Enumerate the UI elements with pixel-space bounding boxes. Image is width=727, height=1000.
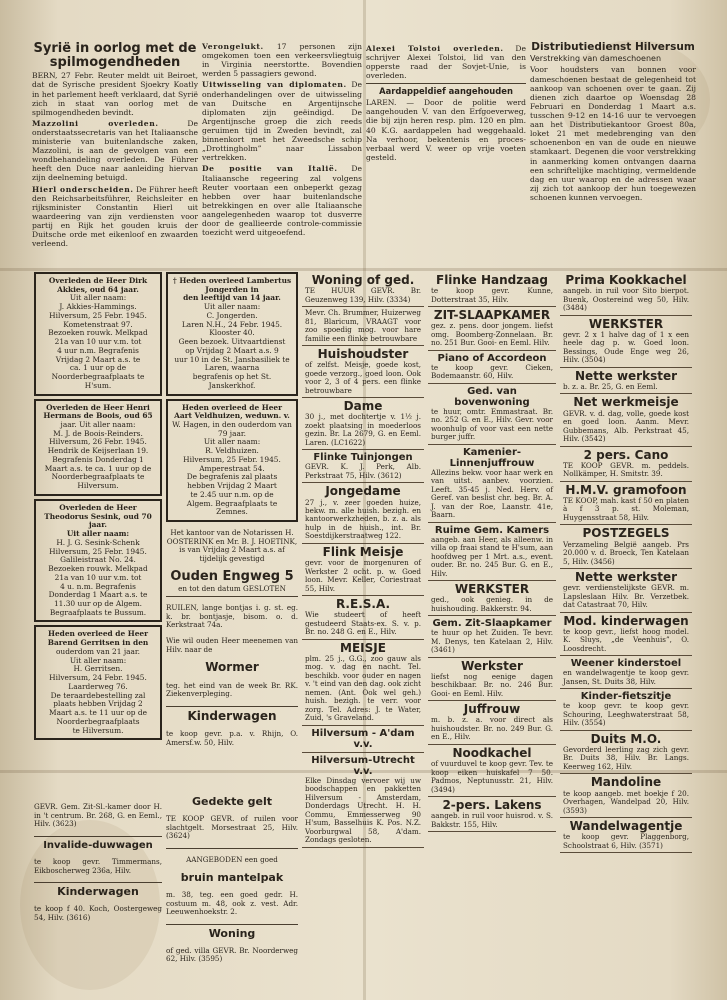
obituary-line: te Hilversum. <box>72 725 124 735</box>
ad-body: Allezins bekw. voor haar werk en van uitst. aanbev. voorzien. Leeft. 35-45 j. Ned. Herv. of Geref. van beslist chr. beg. Br. A. J. van der Roe, Laanstr. 41e, Baarn. <box>431 467 553 520</box>
classified-ad <box>560 525 692 569</box>
ad-gedekte-body: TE KOOP GEVR. of ruilen voor slachtgelt. Morsestraat 25, Hilv. <box>166 814 298 832</box>
lead-hierl: Hierl onderscheiden. <box>32 184 134 194</box>
ad-body: of zelfst. Meisje, goede kost, goede verzorg., goed loon. Ook voor 2, 3 of 4 pers. een flinke betrouwbare <box>305 360 421 395</box>
ad-title: Woning of ged. <box>311 273 415 287</box>
obituary-line: begrafenis op het St. Janskerkhof. <box>192 372 272 390</box>
news-column-4 <box>530 42 696 268</box>
article-distributiedienst: Voor houdsters van bonnen voor dameschoenen bestaat de gelegenheid tot aankoop van schoenen over te gaan. Zij dienen zich daartoe op Woensdag 28 Februari en Donderdag 1 Maart a.s. tusschen 9-12 en 14-16 uur te vervoegen aan het Distributiekantoor Groest 80a, loket 21 met medebrenging van den schoenenbon en van de oude en nieuwe stamkaart. Degenen die voor verstrekking in aanmerking komen ontvangen daarna een schriftelijke machtiging, vermeldende dag en uur waarop en de adressen waar zij zich tot aankoop der hun toegewezen schoenen kunnen vervoegen. <box>530 65 696 202</box>
obituary-line: Heden overleed de Heer <box>182 402 282 412</box>
lead-verongelukt: Verongelukt. <box>202 42 264 51</box>
ad-body: Elke Dinsdag vervoer wij uw boodschappen en pakketten Hilversum - Amsterdam, Donderdags Utrecht. H. H. Commu, Emmesserweg 90 H'sum, Basselhuis K. Pos. N.Z. Voorburgwal 58, A'dam. Zondags gesloten. <box>305 775 421 845</box>
ad-body: gez. z. pens. door jongem. liefst omg. Boomberg-Zonnelaan. Br. no. 251 Bur. Gooi- en Eeml. Hilv. <box>431 321 553 348</box>
ad-body: b. z. a. Br. 25, G. en Eeml. <box>563 381 658 391</box>
ad-body: ged., ook genieg. in de huishouding. Bakkerstr. 94. <box>431 595 553 613</box>
ad-title: Kinder-fietszitje <box>580 691 672 703</box>
obituary-line: W. Hagen, in den ouderdom van 79 jaar. <box>172 420 292 438</box>
ad-title: H.M.V. gramofoon <box>565 482 687 497</box>
obituary-line: Zemnes. <box>216 507 248 517</box>
obituary-line: hebben Vrijdag 2 Maart <box>187 481 277 491</box>
classified-ad <box>428 616 556 657</box>
ad-title: MEISJE <box>340 640 386 655</box>
obituary-line: Bezoeken rouwk. Melkpad <box>48 564 148 574</box>
obituary-jongerden <box>166 272 298 396</box>
ad-kinderwagen2-title: Kinderwagen <box>187 708 277 723</box>
ad-body: TE HUUR GEVR. Br. Geuzenweg 139, Hilv. (3334) <box>305 286 421 304</box>
classified-ad <box>302 398 424 450</box>
ad-body: 30 j., met dochtertje v. 1½ j. zoekt plaatsing in moederloos gezin. Br. La 2679, G. en Eeml. Laren. (LC1622) <box>305 412 421 447</box>
ad-body: 27 j., v. zeer goeden huize, bekw. m. alle huish. bezigh. en kantoorwerkzheden, b. z. a. als hulp in de huish., int. Br. Soestdijkerstraatweg 122. <box>305 497 421 541</box>
classified-ad <box>428 445 556 523</box>
ad-body: aangeb. aan Heer, als alleenw. in villa op fraai stand te H'sum, aan hoofdweg per 1 Mrt. a.s., event. ouder. Br. no. 245 Bur. G. en E., Hilv. <box>431 534 553 578</box>
obituary-line: uur 10 in de St. Jansbasiliek te Laren, waarna <box>174 354 290 373</box>
obituary-line: Laren N.H., 24 Febr. 1945. <box>181 319 283 329</box>
ad-body: Wie studeert of heeft gestudeerd Staats-ex. S. v. p. Br. no. 248 G. en E., Hilv. <box>305 610 421 637</box>
classified-ad <box>428 658 556 702</box>
ad-body: m. b. z. a. voor direct als huishoudster. Br. no. 249 Bur. G. en E., Hilv. <box>431 715 553 742</box>
ad-body: te huur op het Zuiden. Te bevr. M. Denys, ten Katelaan 2, Hilv. (3461) <box>431 628 553 655</box>
ad-title: Noodkachel <box>452 745 532 760</box>
divider <box>34 836 162 837</box>
ad-woning-body: of ged. villa GEVR. Br. Noorderweg 62, Hilv. <box>166 945 298 964</box>
classified-ad <box>302 272 424 307</box>
obituary-line: M. J. de Boois-Reinders. <box>53 428 143 438</box>
article-hierl: De Führer heeft den Reichsarbeitsführer, Reichsleiter en rijksminister Constantin Hierl uit waardeering van zijn verdiensten voor partij en Rijk het gouden kruis der Duitsche orde met eikenloof en zwaarden verleend. <box>32 184 198 249</box>
ad-body: GEVR. K. J. Perk, Alb. Perkstraat 75, Hilv. (3612) <box>305 462 421 480</box>
ad-body: te huur, omtr. Emmastraat. Br. no. 252 G. en E., Hilv. Gevr. voor woonhulp of voor vast een nette burger juffr. <box>431 406 553 442</box>
ad-title: POSTZEGELS <box>582 526 670 541</box>
obituary-line: C. Jongerden. <box>206 310 258 320</box>
classified-ad <box>428 701 556 745</box>
obituary-line: J. Akkies-Hammings. <box>59 302 137 312</box>
obituary-line: Galileistraat No. 24. <box>60 555 136 565</box>
article-italie: De Italiaansche regeering zal volgens Reuter voortaan een onbeperkt gezag hebben over haar buitenlandsche betrekkingen en over alle Italiaansche aangelegenheden waarop tot dusverre door de geallieerde controle-commissie toezicht werd uitgeoefend. <box>202 164 362 238</box>
ad-body: gevr. 2 x 1 halve dag of 1 x een heele dag p. w. Goed loon. Bessings, Oude Enge weg 26, Hilv. (3504) <box>563 329 689 365</box>
ad-mantelpak-title: bruin mantelpak <box>180 870 284 884</box>
classified-ad <box>428 272 556 307</box>
ad-title: Weener kinderstoel <box>570 658 682 670</box>
ad-gedekte-ref: (3624) <box>166 831 190 841</box>
obituary-line: Noorderbegraafplaats te Hilversum. <box>51 472 145 491</box>
ad-body: te koop aangeb. met boekje f 20. Overhagen, Wandelpad 20, Hilv. (3593) <box>563 788 689 815</box>
divider <box>166 848 298 849</box>
classified-ad <box>302 753 424 848</box>
ad-kinderwagen-ref: (3616) <box>66 912 91 922</box>
ad-body: te koop gevr., liefst hoog model. K. Sluys, „de Veenhuis”, O. Loosdrecht. <box>563 626 689 653</box>
ad-mantelpak-pre: AANGEBODEN een goed <box>186 855 278 865</box>
ad-title: Mandoline <box>590 775 662 790</box>
obituary-line: † Heden overleed Lambertus Jongerden in <box>172 276 292 294</box>
ad-title: Hilversum-Utrecht v.v. <box>311 754 415 777</box>
subheadline-dameschoenen: Verstrekking van dameschoenen <box>530 54 662 64</box>
obituary-line: Overleden de Heer Dirk <box>48 276 148 285</box>
ad-woning-ref: (3595) <box>198 954 223 964</box>
obituary-line: te 2.45 uur n.m. op de <box>190 489 274 499</box>
ad-title: Dame <box>343 399 383 414</box>
classified-ad <box>560 613 692 657</box>
ad-title: 2 pers. Cano <box>583 447 669 462</box>
ad-title: Hilversum - A'dam v.v. <box>311 727 415 750</box>
obituaries-column-b <box>166 272 298 792</box>
ad-body: TE KOOP GEVR. m. peddels. Nollkämper, H. Smitstr. 39. <box>563 460 689 479</box>
obituary-line: Uit aller naam: <box>69 655 127 665</box>
headline-syrie: Syrië in oorlog met de spilmogendheden <box>33 41 197 70</box>
obituary-line: Begrafenis Donderdag 1 <box>52 454 144 464</box>
ad-title: WERKSTER <box>588 316 664 331</box>
obituary-line: De begrafenis zal plaats <box>186 472 278 482</box>
ad-woning-title: Woning <box>208 926 256 940</box>
ad-title: Flinke Handzaag <box>436 273 548 287</box>
classified-ad <box>302 726 424 753</box>
classified-ad <box>560 447 692 482</box>
ad-zitkamer: GEVR. Gem. Zit-Sl.-kamer door H. in 't centrum. Br. 268, G. en Eeml., Hilv. (3623) <box>34 802 162 829</box>
obituary-line: Kometenstraat 97. <box>63 319 133 329</box>
classified-ad <box>560 569 692 613</box>
ad-body: gevr. verdienstelijkste GEVR. m. Lapsleslaan Hilv. Br. Verzetbek. dat Catastraat 70, Hilv. <box>563 583 689 610</box>
ads-lower-left <box>34 796 162 922</box>
classified-ad <box>560 689 692 730</box>
divider <box>166 924 298 925</box>
obituary-akkies <box>34 272 162 396</box>
divider <box>366 83 526 84</box>
ad-title: R.E.S.A. <box>335 597 391 612</box>
classified-ad <box>302 596 424 640</box>
obituary-line: op Vrijdag 2 Maart a.s. 9 <box>185 345 279 355</box>
classified-ad <box>560 394 692 446</box>
obituary-line: Uit aller naam: <box>203 437 261 447</box>
divider <box>166 706 298 707</box>
obituary-line: Uit aller naam: <box>203 302 261 312</box>
obituary-de-boois <box>34 399 162 496</box>
ad-body: te koop gevr. te koop gevr. Schouring, Leeghwaterstraat 58, Hilv. (3554) <box>563 701 689 728</box>
obituary-line: H. J. G. Sesink-Schenk <box>56 537 140 547</box>
obituary-line: 4 u. n.m. Begrafenis Donderdag 1 Maart a.s. te <box>48 581 148 600</box>
lead-tolstoi: Alexei Tolstoi overleden. <box>366 44 504 53</box>
news-column-2 <box>202 42 362 268</box>
ad-kinderwagen-body: te koop f 40. Koch, Oostergeweg 54, Hilv. <box>34 904 162 922</box>
classified-ad <box>560 818 692 853</box>
classified-ad <box>560 316 692 368</box>
classifieds-column-2 <box>428 272 556 906</box>
ad-title: Jongedame <box>325 484 401 499</box>
lead-diplomaten: Uitwisseling van diplomaten. <box>202 80 347 90</box>
classified-ad <box>302 640 424 726</box>
ad-body: te koop gevr. Plaggenborg, Schoolstraat 6, Hilv. (3571) <box>563 832 689 850</box>
obituary-line: Uit aller naam: <box>66 529 130 539</box>
classified-ad <box>428 307 556 351</box>
article-diplomaten: De onderhandelingen over de uitwisseling van Duitsche en Argentijnsche diplomaten zijn geëindigd. De Argentijnsche groep die zich reeds geruimen tijd in Zweden bevindt, zal binnenkort met het Zweedsche schip „Drottingholm” naar Lissabon vertrekken. <box>202 80 362 163</box>
classified-ad <box>302 483 424 544</box>
ad-ruilen: RUILEN, lange bontjas i. g. st. eg. k. br. bontjasje, bisom. o. d. Kerkstraat 74a. <box>166 603 298 630</box>
divider <box>166 596 298 597</box>
ad-wie-wil: Wie wil ouden Heer meenemen van Hilv. naar de <box>166 636 298 654</box>
ad-body: Verzameling België aangeb. Prs 20.000 v. d. Broeck, Ten Katelaan 5, Hilv. (3456) <box>563 539 689 566</box>
ad-body: GEVR. v. d. dag, volle, goede kost en goed loon. Aanm. Mevr. Gubbemans, Alb. Perkstraat 45, Hilv. (3542) <box>563 408 689 444</box>
ad-title: Ruime Gem. Kamers <box>434 524 550 536</box>
classified-ad <box>428 523 556 581</box>
ad-title: Nette werkster <box>574 368 678 383</box>
obituary-line: Maart a.s. te ca. 1 uur op de <box>44 463 152 473</box>
ad-body: te koop gevr. Kunne, Dotterstraat 35, Hilv. <box>431 286 553 304</box>
article-verongelukt: 17 personen zijn omgekomen toen een verkeersvliegtuig in Virginia neerstortte. Bovendien werden 5 passagiers gewond. <box>202 42 362 79</box>
lead-mazzolini: Mazzolini overleden. <box>32 118 159 128</box>
obituary-sesink <box>34 499 162 623</box>
obituary-line: plaats hebben Vrijdag 2 <box>53 699 143 709</box>
ad-title: Net werkmeisje <box>573 395 679 410</box>
ad-body: Mevr. Ch. Brummer, Huizerweg 81, Blaricum, VRAAGT voor zoo spoedig mog. voor hare familie een flinke betrouwbare <box>305 308 421 343</box>
obituary-line: Hilversum, 26 Febr. 1945. <box>49 437 147 447</box>
article-tolstoi: De schrijver Alexei Tolstoi, lid van den opperste raad der Sovjet-Unie, is overleden. <box>366 44 526 81</box>
ad-body: gevr. voor de morgenuren of Werkster 2 ocht. p. w. Goed loon. Mevr. Keller, Coriestraat 55, Hilv. <box>305 558 421 593</box>
classified-ad <box>428 581 556 616</box>
obituary-line: Algem. Begraafplaats te <box>186 498 278 508</box>
classified-ad <box>560 272 692 316</box>
obituary-line: Amperestraat 54. <box>199 463 265 473</box>
ad-title: Huishoudster <box>317 347 409 362</box>
ad-title: Juffrouw <box>463 702 521 717</box>
classified-ad <box>302 544 424 596</box>
classified-ad <box>302 450 424 483</box>
obituary-line: Overleden de Heer Henri <box>46 402 150 412</box>
ad-gedekte-title: Gedekte gelt <box>191 795 273 808</box>
article-aardappeldief: LAREN. — Door de politie werd aangehouden V. van den Erfgoeverweg, die bij zijn heren resp. plm. 120 en plm. 40 K.G. aardappelen had weggehaald. Na verhoor, bekentenis en proces-verbaal werd V. weer op vrije voeten gesteld. <box>366 98 526 162</box>
headline-distributiedienst: Distributiedienst Hilversum <box>531 41 695 53</box>
article-mazzolini: De onderstaatssecretaris van het Italiaansche ministerie van buitenlandsche zaken, Mazzolini, is aan de gevolgen van een wondbehandeling overleden. De Führer heeft den Duce naar aanleiding hiervan zijn deelneming betuigd. <box>32 118 198 183</box>
classified-ad <box>428 384 556 445</box>
ad-body: liefst nog eenige dagen beschikbaar. Br. no. 246 Bur. Gooi- en Eeml. Hilv. <box>431 671 553 698</box>
obituary-line: Hilversum, 25 Febr. 1945. <box>49 310 147 320</box>
obituary-line: Vrijdag 2 Maart a.s. te <box>55 354 141 364</box>
ad-title: Duits M.O. <box>590 731 662 746</box>
obituary-line: 21a van 10 uur v.m. tot <box>54 337 142 347</box>
notice-notarissen: Het kantoor van de Notarissen H. OOSTERINK en Mr. B. J. HOETINK, is van Vrijdag 2 Maart a.s. af tijdelijk gevestigd <box>166 528 298 563</box>
ad-body: te koop gevr. Cieken, Bodemaanstr. 60, Hilv. <box>431 362 553 381</box>
ad-title: Flink Meisje <box>322 544 404 559</box>
ad-title: WERKSTER <box>454 582 530 597</box>
obituary-line: jaar. Uit aller naam: <box>60 420 136 430</box>
classified-ad <box>560 482 692 526</box>
obituary-line: Uit aller naam: <box>69 293 127 303</box>
ad-body: TE KOOP, mah. kast f 50 en platen à f 3 p. st. Moleman, Huygensstraat 58, Hilv. <box>563 495 689 522</box>
obituary-line: 4 uur n.m. Begrafenis <box>57 345 139 355</box>
obituary-line: Hendrik de Keijserlaan 19. <box>47 446 149 456</box>
ad-body: en wandelwagentje te koop gevr. Jansen, St. Duits 38, Hilv. <box>563 668 689 686</box>
obituary-line: Noorderbegraafplaats <box>56 716 140 726</box>
classified-ad <box>560 731 692 775</box>
classified-ad <box>428 745 556 797</box>
ad-title: ZIT-SLAAPKAMER <box>433 308 551 323</box>
ad-title: Gem. Zit-Slaapkamer <box>432 618 552 630</box>
obituary-line: Heden overleed de Heer <box>48 629 148 639</box>
ad-wormer-title: Wormer <box>205 660 259 675</box>
classified-ad <box>428 797 556 832</box>
notice-engweg-title: Ouden Engweg 5 <box>170 569 294 585</box>
obituary-line: 11.30 uur op de Algem. <box>53 598 143 608</box>
obituary-line: Hermans de Boois, oud 65 <box>43 411 153 421</box>
obituary-line: den leeftijd van 14 jaar. <box>183 293 281 303</box>
obituary-line: Maart a.s. te 11 uur op de <box>49 708 147 718</box>
article-syrie: BERN, 27 Febr. Reuter meldt uit Beiroet, dat de Syrische president Sjoekry Koatly in het parlement heeft verklaard, dat Syrië zich in staat van oorlog met de spilmogendheden bevindt. <box>32 71 198 117</box>
classified-ad <box>560 368 692 395</box>
ad-title: Ged. van bovenwoning <box>454 385 530 408</box>
obituary-gerritsen <box>34 625 162 740</box>
ad-body: aangeb. in ruil voor huisrod. v. S. Bakkstr. 155, Hilv. <box>431 811 553 829</box>
ad-title: Wandelwagentje <box>569 818 683 833</box>
ad-duwwagen-body: te koop gevr. Timmermans, Eikboscherweg 236a, Hilv. <box>34 857 162 875</box>
obituary-line: Klooster 40. <box>209 328 255 338</box>
ad-title: Prima Kookkachel <box>565 273 687 287</box>
notice-engweg-sub: en tot den datum GESLOTEN <box>178 583 286 593</box>
ad-kinderwagen2-body: te koop gevr. p.a. v. Rhijn, O. Amersf.w. 50, Hilv. <box>166 729 298 747</box>
classified-ad <box>560 774 692 818</box>
ad-mantelpak-body: m. 38, teg. een goed gedr. H. costuum m. 48, ook z. vest. Adr. Leeuwenhoekstr. 2. <box>166 890 298 917</box>
obituary-line: H. Gerritsen. <box>73 664 123 674</box>
classified-ad <box>302 346 424 398</box>
ad-title: Mod. kinderwagen <box>563 613 689 628</box>
classified-ad <box>428 351 556 384</box>
ad-title: 2-pers. Lakens <box>442 798 542 813</box>
classified-ad <box>560 656 692 689</box>
obituary-line: Bezoeken rouwk. Melkpad <box>48 328 148 338</box>
classified-ad <box>302 307 424 346</box>
ads-lower-center-left <box>166 795 298 964</box>
obituary-line: Barend Gerritsen in den <box>47 638 149 648</box>
obituary-line: R. Veldhuizen. <box>205 446 259 456</box>
obituary-line: ca. 1 uur op de Noorderbegraafplaats te H'sum. <box>51 363 145 390</box>
ad-title: Nette werkster <box>574 570 678 584</box>
news-column-3 <box>366 42 526 268</box>
classifieds-column-3 <box>560 272 692 906</box>
ad-title: Piano of Accordeon <box>437 352 547 364</box>
ad-title: Werkster <box>461 658 523 673</box>
obituary-line: 21a van 10 uur v.m. tot <box>54 572 142 582</box>
obituary-line: ouderdom van 21 jaar. <box>55 646 140 656</box>
obituary-line: Hilversum, 25 Febr. 1945. <box>183 454 281 464</box>
obituary-line: Hilversum, 25 Febr. 1945. <box>49 546 147 556</box>
obituary-line: Begraafplaats te Bussum. <box>49 607 147 617</box>
ad-body: aangeb. in ruil voor Sito bierpot. Buenk, Oostereind weg 50, Hilv. (3484) <box>563 286 689 313</box>
divider <box>34 882 162 883</box>
ad-body: plm. 25 j., G.G., zoo gauw als mog. v. dag en nacht. Tel. beschikb. voor ouder en nagen v. 't eind van den dag. ook zicht nemen. (Ant. Ook wel geh.) huish. bezigh. te verr. voor zorg. Tel. Adres: J. te Water, Zuid, 's Graveland. <box>305 653 421 723</box>
ad-body: Gevorderd leerling zag zich gevr. Br. Duits 38, Hilv. Br. Langs. Keerweg 162, Hilv. <box>563 744 689 771</box>
obituary-line: Laarderweg 76. <box>68 681 128 691</box>
obituary-line: Geen bezoek. Uitvaartdienst <box>178 337 286 347</box>
obituary-line: Akkies, oud 64 jaar. <box>57 284 139 294</box>
ad-wormer-body: teg. het eind van de week Br. RK. Ziekenverpleging. <box>166 680 298 699</box>
classifieds-column-1 <box>302 272 424 906</box>
headline-aardappeldief: Aardappeldief aangehouden <box>379 86 513 97</box>
obituary-line: Hilversum, 24 Febr. 1945. <box>49 673 147 683</box>
obituary-line: Overleden de Heer Theodorus Sesink, oud 70 jaar. <box>44 502 152 530</box>
ad-kinderwagen-title: Kinderwagen <box>57 885 139 899</box>
obituaries-column-a <box>34 272 162 792</box>
ad-title: Flinke Tuinjongen <box>313 452 413 464</box>
lead-italie: De positie van Italië. <box>202 164 338 174</box>
ad-body: of vuurduvel te koop gevr. Tev. te koop eiken huiskafel 7 50. Padmos, Neptunusstr. 21, Hilv. (3494) <box>431 759 553 794</box>
obituary-line: Aart Veldhuizen, weduwn. v. <box>174 411 290 421</box>
news-column-1 <box>32 42 198 268</box>
obituary-veldhuizen <box>166 399 298 523</box>
ad-duwwagen-title: Invalide-duwwagen <box>43 839 153 851</box>
obituary-line: De teraardebestelling zal <box>50 690 146 700</box>
ad-title: Kamenier-Linnenjuffrouw <box>449 446 535 469</box>
